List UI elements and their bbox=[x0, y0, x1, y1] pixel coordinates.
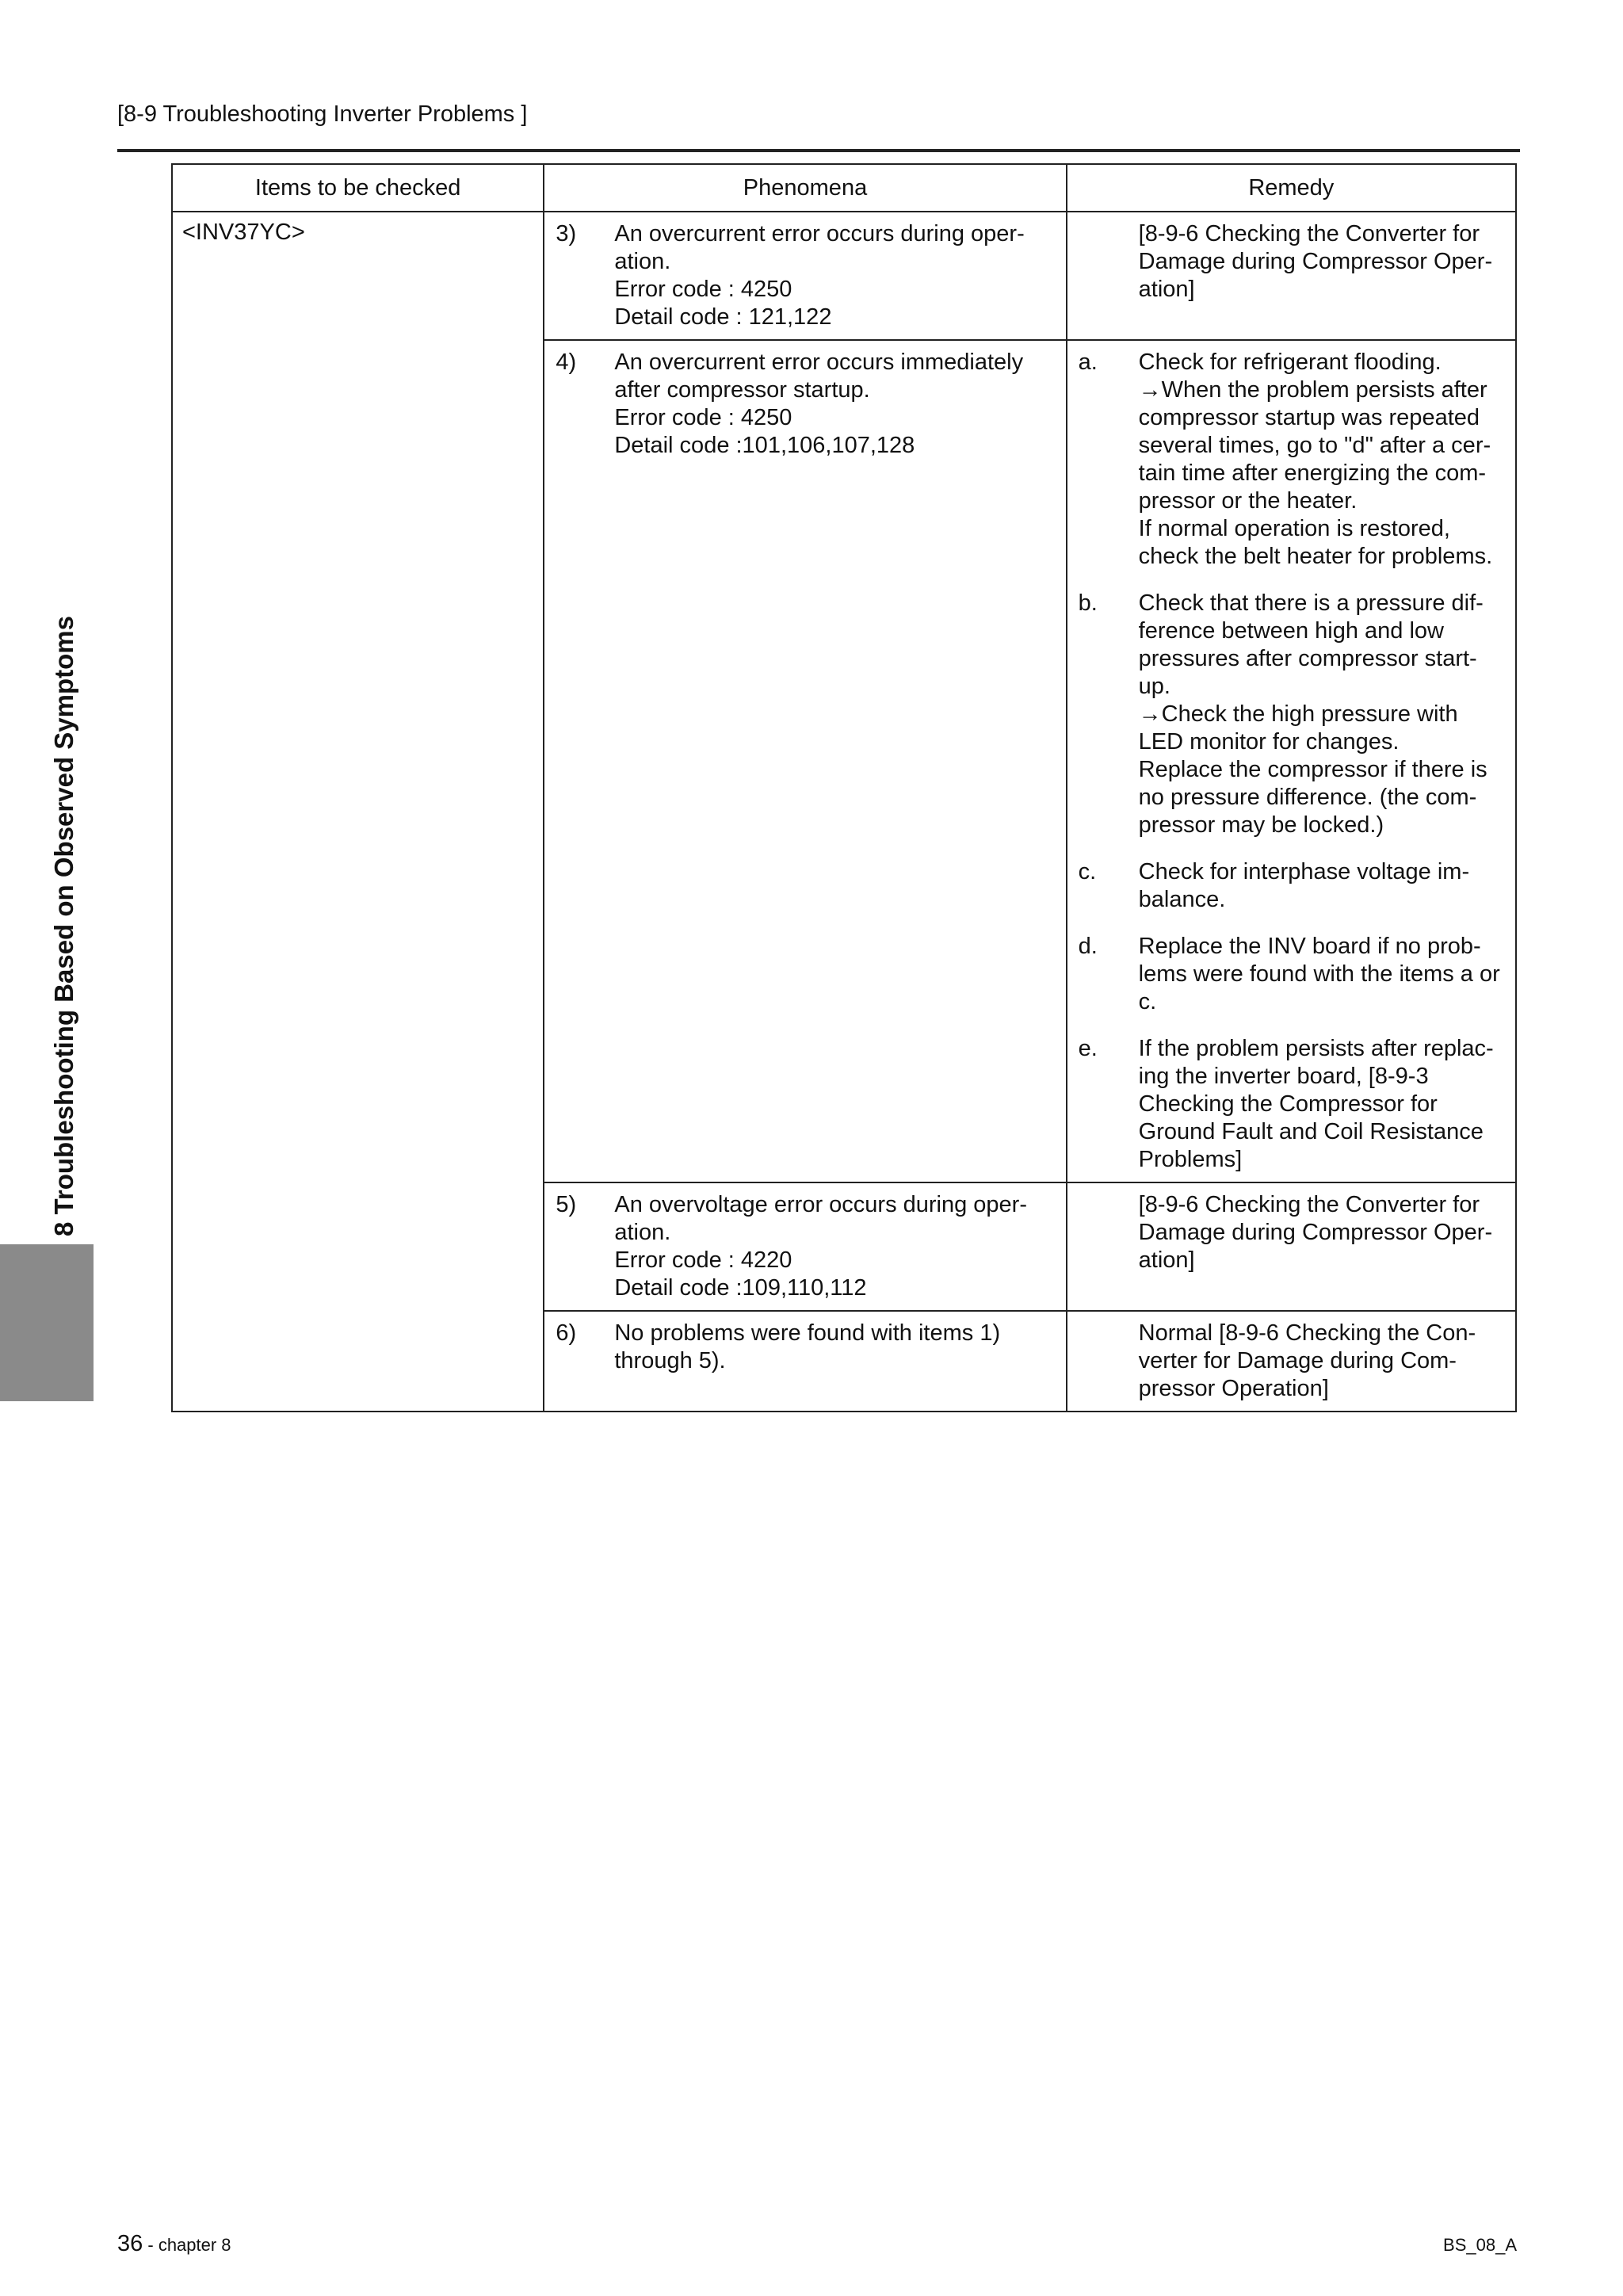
remedy-line: lems were found with the items a or bbox=[1138, 961, 1500, 987]
remedy-line: →Check the high pressure with bbox=[1138, 701, 1458, 727]
remedy-line: Damage during Compressor Oper- bbox=[1138, 249, 1493, 274]
remedy-line: If the problem persists after replac- bbox=[1138, 1036, 1494, 1061]
phenomena-line: Detail code :101,106,107,128 bbox=[614, 433, 915, 458]
phenomena-line: An overcurrent error occurs during oper- bbox=[614, 221, 1025, 246]
troubleshooting-table bbox=[171, 163, 1517, 1412]
document-code: BS_08_A bbox=[1443, 2235, 1517, 2255]
column-header-phenomena: Phenomena bbox=[544, 164, 1066, 212]
remedy-step-letter bbox=[1079, 220, 1139, 304]
phenomena-cell bbox=[544, 1311, 1066, 1412]
header-rule bbox=[117, 149, 1520, 152]
remedy-line: [8-9-6 Checking the Converter for bbox=[1138, 221, 1480, 246]
remedy-cell bbox=[1067, 340, 1516, 1182]
chapter-side-tab bbox=[0, 1244, 94, 1401]
remedy-line: Damage during Compressor Oper- bbox=[1138, 1220, 1493, 1245]
remedy-line: Normal [8-9-6 Checking the Con- bbox=[1138, 1320, 1476, 1346]
phenomena-line: ation. bbox=[614, 249, 671, 274]
remedy-step bbox=[1079, 1191, 1504, 1274]
remedy-line: ference between high and low bbox=[1138, 618, 1444, 644]
remedy-line: Problems] bbox=[1138, 1147, 1243, 1172]
page-header-title: [8-9 Troubleshooting Inverter Problems ] bbox=[117, 101, 528, 127]
remedy-line: check the belt heater for problems. bbox=[1138, 544, 1493, 569]
phenomena-line: after compressor startup. bbox=[614, 377, 870, 403]
chapter-side-label: 8 Troubleshooting Based on Observed Symptoms bbox=[49, 616, 78, 1236]
phenomena-line: An overvoltage error occurs during oper- bbox=[614, 1192, 1027, 1217]
phenomena-line: An overcurrent error occurs immediately bbox=[614, 350, 1024, 375]
phenomena-line: ation. bbox=[614, 1220, 671, 1245]
phenomena-line: through 5). bbox=[614, 1348, 726, 1373]
remedy-line: no pressure difference. (the com- bbox=[1138, 785, 1477, 810]
table-header-row bbox=[172, 164, 1516, 212]
remedy-step bbox=[1079, 590, 1504, 839]
remedy-line: If normal operation is restored, bbox=[1138, 516, 1450, 541]
page-number: 36 bbox=[117, 2231, 143, 2256]
phenomena-line: Error code : 4250 bbox=[614, 405, 792, 430]
chapter-label: - chapter 8 bbox=[143, 2235, 231, 2255]
remedy-line: ing the inverter board, [8-9-3 bbox=[1138, 1064, 1429, 1089]
remedy-step bbox=[1079, 349, 1504, 571]
remedy-line: up. bbox=[1138, 674, 1170, 699]
remedy-line: verter for Damage during Com- bbox=[1138, 1348, 1457, 1373]
remedy-line: c. bbox=[1138, 989, 1157, 1014]
remedy-line: compressor startup was repeated bbox=[1138, 405, 1480, 430]
remedy-line: Replace the INV board if no prob- bbox=[1138, 934, 1481, 959]
remedy-line: pressor or the heater. bbox=[1138, 488, 1358, 514]
phenomena-number: 6) bbox=[556, 1320, 577, 1346]
remedy-line: Ground Fault and Coil Resistance bbox=[1138, 1119, 1484, 1144]
remedy-line: pressures after compressor start- bbox=[1138, 646, 1477, 671]
remedy-line: [8-9-6 Checking the Converter for bbox=[1138, 1192, 1480, 1217]
phenomena-cell bbox=[544, 212, 1066, 340]
remedy-step-letter: d. bbox=[1078, 934, 1098, 959]
remedy-line: Check for interphase voltage im- bbox=[1138, 859, 1470, 884]
remedy-step-letter: b. bbox=[1078, 590, 1098, 616]
remedy-line: Check that there is a pressure dif- bbox=[1138, 590, 1484, 616]
remedy-step-letter bbox=[1079, 1191, 1139, 1274]
remedy-step bbox=[1079, 858, 1504, 914]
remedy-line: pressor Operation] bbox=[1138, 1376, 1329, 1401]
column-header-items: Items to be checked bbox=[172, 164, 544, 212]
phenomena-number: 3) bbox=[556, 221, 577, 246]
remedy-line: Check for refrigerant flooding. bbox=[1138, 350, 1442, 375]
remedy-line: pressor may be locked.) bbox=[1138, 812, 1384, 838]
remedy-line: ation] bbox=[1138, 277, 1195, 302]
remedy-step bbox=[1079, 220, 1504, 304]
phenomena-line: Detail code : 121,122 bbox=[614, 304, 832, 330]
remedy-line: balance. bbox=[1138, 887, 1226, 912]
remedy-step-letter: a. bbox=[1078, 350, 1098, 375]
remedy-line: Checking the Compressor for bbox=[1138, 1091, 1438, 1117]
phenomena-cell bbox=[544, 340, 1066, 1182]
remedy-line: ation] bbox=[1138, 1247, 1195, 1273]
item-cell: <INV37YC> bbox=[172, 212, 544, 1412]
phenomena-number: 5) bbox=[556, 1192, 577, 1217]
remedy-step bbox=[1079, 933, 1504, 1016]
phenomena-line: Error code : 4250 bbox=[614, 277, 792, 302]
remedy-line: LED monitor for changes. bbox=[1138, 729, 1400, 755]
remedy-cell bbox=[1067, 1182, 1516, 1311]
remedy-line: Replace the compressor if there is bbox=[1138, 757, 1487, 782]
remedy-step-letter: e. bbox=[1078, 1036, 1098, 1061]
remedy-cell bbox=[1067, 212, 1516, 340]
phenomena-line: Error code : 4220 bbox=[614, 1247, 792, 1273]
remedy-step-letter bbox=[1079, 1320, 1139, 1403]
phenomena-line: No problems were found with items 1) bbox=[614, 1320, 1001, 1346]
table-row bbox=[172, 212, 1516, 340]
footer-page bbox=[117, 2231, 231, 2257]
remedy-line: →When the problem persists after bbox=[1138, 377, 1487, 403]
column-header-remedy: Remedy bbox=[1067, 164, 1516, 212]
remedy-step-letter: c. bbox=[1078, 859, 1097, 884]
remedy-line: tain time after energizing the com- bbox=[1138, 460, 1487, 486]
remedy-step bbox=[1079, 1320, 1504, 1403]
phenomena-cell bbox=[544, 1182, 1066, 1311]
phenomena-line: Detail code :109,110,112 bbox=[614, 1275, 867, 1301]
remedy-cell bbox=[1067, 1311, 1516, 1412]
remedy-line: several times, go to "d" after a cer- bbox=[1138, 433, 1491, 458]
remedy-step bbox=[1079, 1035, 1504, 1174]
phenomena-number: 4) bbox=[556, 350, 577, 375]
